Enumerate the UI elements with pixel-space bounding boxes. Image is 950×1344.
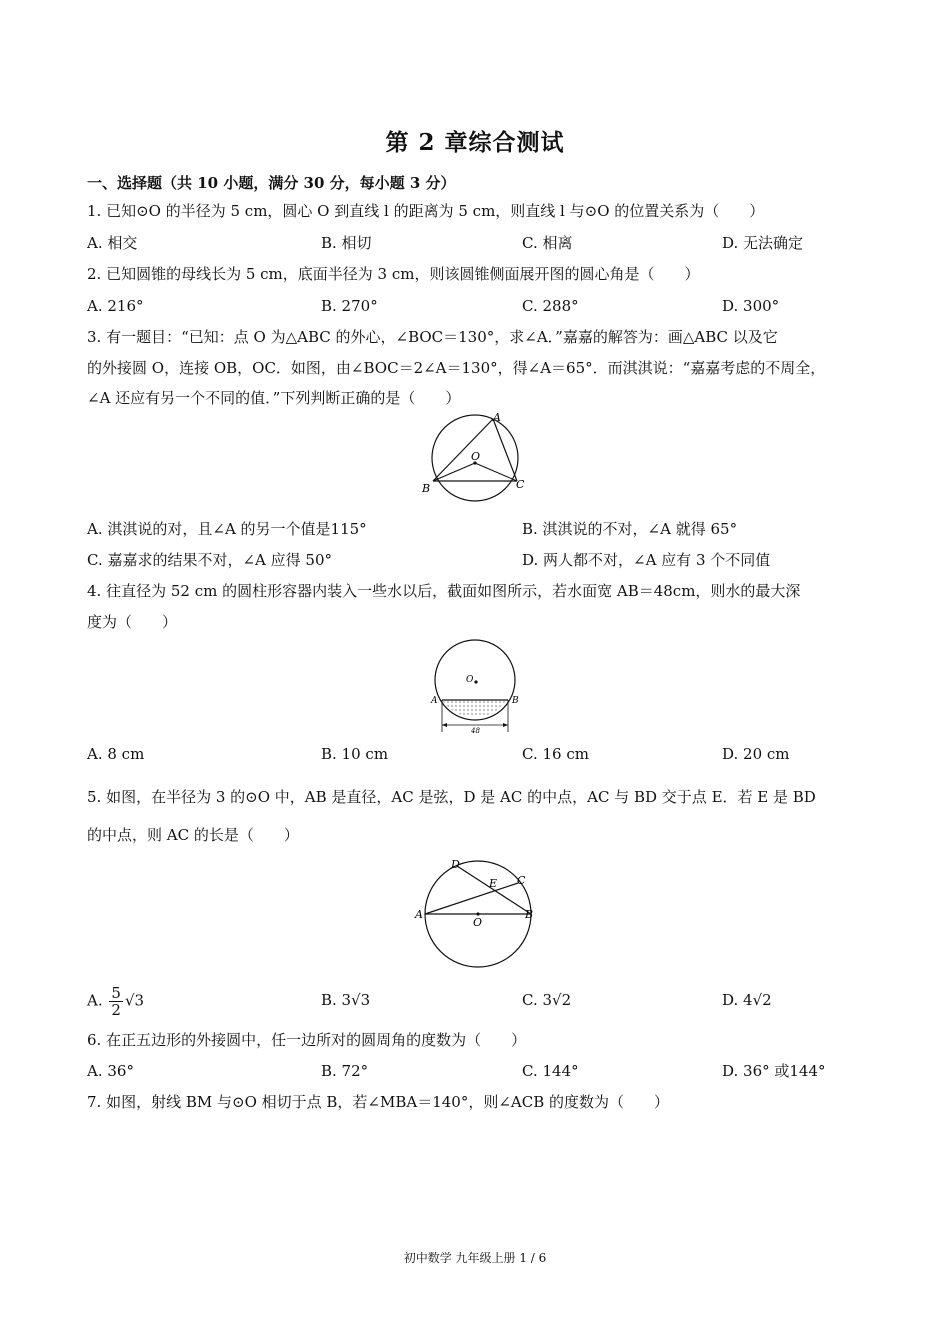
q5-circle-figure bbox=[412, 855, 542, 970]
q4-option-d: D. 20 cm bbox=[722, 745, 790, 763]
q3-option-b: B. 淇淇说的不对，∠A 就得 65° bbox=[522, 520, 738, 538]
q3-label-b: B bbox=[422, 482, 431, 495]
q6-option-c: C. 144° bbox=[522, 1062, 579, 1080]
question-5-line-1: 5. 如图，在半径为 3 的⊙O 中，AB 是直径，AC 是弦，D 是 AC 的中点，AC 与 BD 交于点 E．若 E 是 BD bbox=[87, 788, 816, 806]
q4-label-48: 48 bbox=[471, 727, 480, 735]
q3-option-c: C. 嘉嘉求的结果不对，∠A 应得 50° bbox=[87, 551, 333, 569]
q3-option-a: A. 淇淇说的对，且∠A 的另一个值是115° bbox=[87, 520, 367, 538]
q5-option-c: C. 3√2 bbox=[522, 991, 572, 1009]
q5-label-c: C bbox=[517, 874, 526, 887]
q3-option-d: D. 两人都不对，∠A 应有 3 个不同值 bbox=[522, 551, 771, 569]
q5-option-a-numerator: 5 bbox=[111, 984, 121, 1002]
q5-label-d: D bbox=[451, 858, 460, 871]
question-5-line-2: 的中点，则 AC 的长是（ ） bbox=[87, 826, 299, 844]
q5-option-b: B. 3√3 bbox=[321, 991, 371, 1009]
q4-option-b: B. 10 cm bbox=[321, 745, 389, 763]
question-4-line-2: 度为（ ） bbox=[87, 613, 178, 631]
q5-option-a-denominator: 2 bbox=[111, 1001, 121, 1019]
q1-option-c: C. 相离 bbox=[522, 234, 573, 252]
q2-option-a: A. 216° bbox=[87, 297, 144, 315]
page-footer: 初中数学 九年级上册 1 / 6 bbox=[403, 1251, 547, 1265]
q5-option-a-prefix: A. bbox=[87, 991, 103, 1010]
q3-label-o: O bbox=[471, 450, 481, 463]
question-6: 6. 在正五边形的外接圆中，任一边所对的圆周角的度数为（ ） bbox=[87, 1031, 527, 1049]
question-3-line-1: 3. 有一题目：“已知：点 O 为△ABC 的外心，∠BOC＝130°，求∠A．”嘉嘉的解答为：画△ABC 以及它 bbox=[87, 328, 778, 346]
q5-label-o: O bbox=[473, 916, 483, 929]
q6-option-b: B. 72° bbox=[321, 1062, 369, 1080]
q6-option-d: D. 36° 或144° bbox=[722, 1062, 826, 1080]
q5-label-a: A bbox=[415, 908, 423, 921]
q4-option-a: A. 8 cm bbox=[87, 745, 145, 763]
question-2: 2. 已知圆锥的母线长为 5 cm，底面半径为 3 cm，则该圆锥侧面展开图的圆心角是（ ） bbox=[87, 265, 700, 283]
q1-option-d: D. 无法确定 bbox=[722, 234, 804, 252]
question-3-line-2: 的外接圆 O，连接 OB，OC．如图，由∠BOC＝2∠A＝130°，得∠A＝65°．而淇淇说：“嘉嘉考虑的不周全， bbox=[87, 359, 826, 377]
q2-option-c: C. 288° bbox=[522, 297, 579, 315]
q5-option-a-fraction bbox=[109, 985, 123, 1018]
q4-container-figure bbox=[426, 640, 526, 735]
q3-label-c: C bbox=[516, 478, 525, 491]
q1-option-b: B. 相切 bbox=[321, 234, 372, 252]
question-7: 7. 如图，射线 BM 与⊙O 相切于点 B，若∠MBA＝140°，则∠ACB 的度数为（ ） bbox=[87, 1093, 670, 1111]
q5-option-d: D. 4√2 bbox=[722, 991, 772, 1009]
q2-option-d: D. 300° bbox=[722, 297, 780, 315]
q4-label-b: B bbox=[512, 696, 519, 706]
q2-option-b: B. 270° bbox=[321, 297, 378, 315]
q1-option-a: A. 相交 bbox=[87, 234, 138, 252]
question-3-line-3: ∠A 还应有另一个不同的值．”下列判断正确的是（ ） bbox=[87, 389, 461, 407]
q5-option-a-radical: √3 bbox=[124, 991, 145, 1010]
q5-option-a bbox=[87, 985, 144, 1018]
q5-label-e: E bbox=[489, 877, 498, 890]
q6-option-a: A. 36° bbox=[87, 1062, 134, 1080]
q4-label-a: A bbox=[431, 696, 438, 706]
q3-circle-figure bbox=[418, 410, 538, 505]
q4-label-o: O bbox=[466, 675, 474, 685]
q3-label-a: A bbox=[493, 411, 501, 424]
page-title: 第 2 章综合测试 bbox=[385, 129, 565, 156]
q4-option-c: C. 16 cm bbox=[522, 745, 589, 763]
section-heading: 一、选择题（共 10 小题，满分 30 分，每小题 3 分） bbox=[87, 174, 456, 192]
q5-label-b: B bbox=[525, 908, 534, 921]
question-1: 1. 已知⊙O 的半径为 5 cm，圆心 O 到直线 l 的距离为 5 cm，则直线 l 与⊙O 的位置关系为（ ） bbox=[87, 202, 765, 220]
question-4-line-1: 4. 往直径为 52 cm 的圆柱形容器内装入一些水以后，截面如图所示，若水面宽 AB＝48cm，则水的最大深 bbox=[87, 582, 801, 600]
